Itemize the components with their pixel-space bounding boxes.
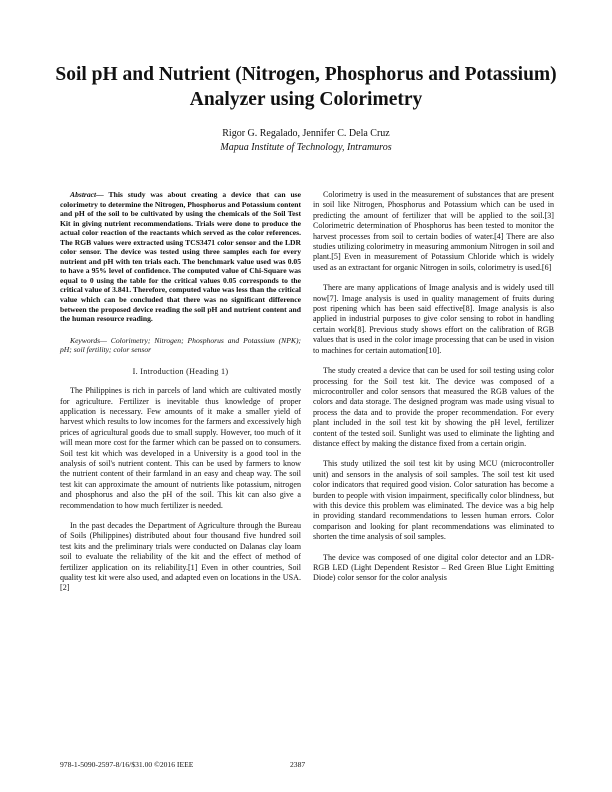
body-paragraph: The Philippines is rich in parcels of land which are cultivated mostly for agriculture. Fertilizer is inevitable thus knowledge of proper application is necessary. Few amounts of it make a smaller yield of harvest which results to low incomes for the farmers and excessively high prices of agricultural goods due to small supply. However, too much of it will mean more cost for the farmer which can be passed on to consumers. Soil test kit which was developed in a University is a good tool in the analysis of soil's nutrient content. This can be used by farmers to know the nutrient content of their farmland in an easy and cheap way. The soil test kit can approximate the amount of nutrients like potassium, nitrogen and phosphorus and also the pH of the soil. This kit can also give a recommendation to how much fertilizer is needed. (60, 386, 301, 510)
author-names: Rigor G. Regalado, Jennifer C. Dela Cruz (222, 128, 390, 139)
keywords-label: Keywords— (70, 335, 107, 345)
body-paragraph: Colorimetry is used in the measurement of substances that are present in soil like Nitrogen, Phosphorus and Potassium which can be used in predicting the amount of fertilizer that will be applied to the soil.[3] Colorimetric determination of Phosphorus has been tested to monitor the harvest processes from soil to certain bodies of water.[4] There are also studies utilizing colorimetry in measuring ammonium Nitrogen in soil and plant.[5] Even in measurement of Potassium Chloride which is widely used as an extractant for organic Nitrogen in soils, colorimetry is used.[6] (313, 190, 554, 272)
body-paragraph: There are many applications of Image analysis and is widely used till now[7]. Image analysis is used in quality management of fruits during post ripening which has been said effective[8]. Image analysis is also applied in industrial purposes to give color sensing to robot in handling certain work[8]. Previous study shows effort on the calibration of RGB values that is used in the color image processing that can be used in vision to machines for certain automation[10]. (313, 283, 554, 355)
paper-title: Soil pH and Nutrient (Nitrogen, Phosphorus and Potassium) Analyzer using Colorimetry (55, 64, 557, 110)
copyright-footer: 978-1-5090-2597-8/16/$31.00 ©2016 IEEE (60, 760, 194, 769)
author-affiliation: Mapua Institute of Technology, Intramuros (220, 142, 392, 153)
keywords (60, 336, 301, 355)
section-heading: I. Introduction (Heading 1) (132, 366, 229, 376)
left-column (60, 190, 301, 604)
keywords-text: Colorimetry; Nitrogen; Phosphorus and Potassium (NPK); pH; soil fertility; color sensor (60, 335, 301, 355)
abstract-text: This study was about creating a device that can use colorimetry to determine the Nitrogen, Phosphorus and Potassium content and pH of the soil to be cultivated by using the chemicals of the Soil Test Kit in giving nutrient recommendations. Trials were done to produce the actual color reaction of the reactants which served as the color references. The RGB values were extracted using TCS3471 color sensor and the LDR color sensor. The device was tested using three samples each for every nutrient and pH with ten trials each. The benchmark value used was 0.05 to have a 95% level of confidence. The computed value of Chi-Square was equal to 0 using the table for the critical values 0.05 corresponds to the critical value of 3.841. Therefore, computed value was less than the critical value which can be concluded that there was no significant difference between the proposed device reading the soil pH and nutrient content and the human resource reading. (60, 190, 301, 324)
body-paragraph: This study utilized the soil test kit by using MCU (microcontroller unit) and sensors in the analysis of soil samples. The soil test kit used color indicators that required good vision. Color saturation has become a burden to people with vision impairment, specifically color blindness, but with this device this problem was eliminated. The device was a big help in providing standard recommendations to lessen human errors. Color comparison and looking for plant recommendations was eliminated to shorten the time analysis of soil samples. (313, 459, 554, 542)
right-column (313, 190, 554, 594)
body-paragraph: The study created a device that can be used for soil testing using color processing for the Soil test kit. The device was composed of a microcontroller and color sensors that measured the RGB values of the colors and data storage. The designed program was made using visual to process the data and to provide the proper recommendation. For every plant included in the soil test kit by showing the pH level, fertilizer content of the tested soil. Sunlight was used to eliminate the lighting and distance effect by making the distance fixed from a certain origin. (313, 366, 554, 448)
abstract (60, 190, 301, 324)
body-paragraph: In the past decades the Department of Agriculture through the Bureau of Soils (Philippines) distributed about four thousand five hundred soil test kits and the preliminary trials were conducted on Dalanas clay loam soil to evaluate the reliability of the kit and the effect of method of fertilizer application on its reliability.[1] Even in other countries, Soil quality test kit were also used, and adapted even on locations in the USA.[2] (60, 521, 301, 593)
page-number: 2387 (290, 760, 306, 769)
abstract-label: Abstract— (70, 190, 104, 199)
body-paragraph: The device was composed of one digital color detector and an LDR-RGB LED (Light Dependent Resistor – Red Green Blue Light Emitting Diode) color sensor for the color analysis (313, 552, 554, 583)
